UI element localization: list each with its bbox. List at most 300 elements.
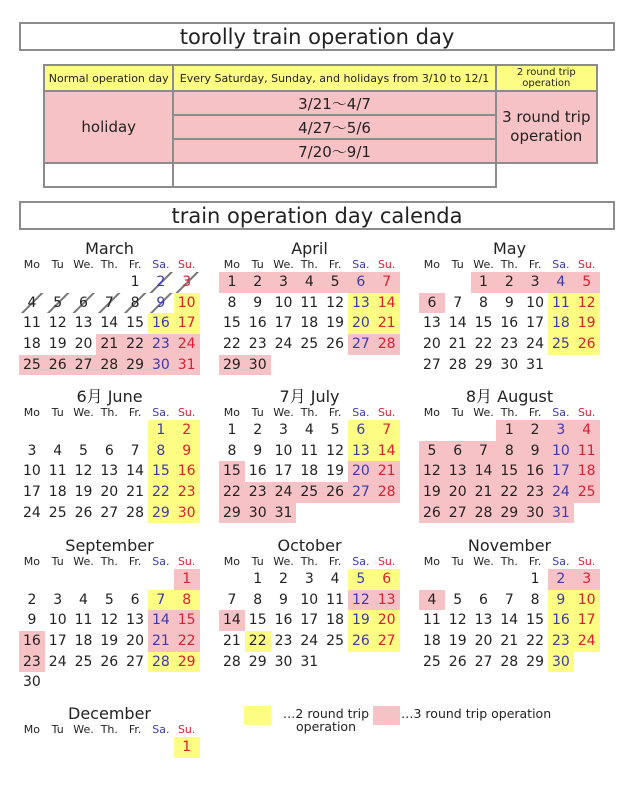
day-cell: 3 (548, 420, 574, 441)
day-cell: 1 (227, 422, 237, 438)
day-cell: 27 (348, 482, 374, 503)
day-cell: 14 (500, 612, 519, 629)
empty-day (419, 420, 445, 441)
day-cell: 15 (526, 612, 544, 629)
day-cell: 7 (227, 591, 237, 608)
empty-day (445, 420, 471, 441)
day-cell: 25 (300, 336, 319, 353)
day-cell: 3 (574, 569, 600, 590)
day-cell: 12 (326, 294, 344, 311)
day-cell: 17 (22, 484, 41, 501)
day-cell: 30 (522, 503, 548, 524)
day-cell: 16 (148, 313, 174, 334)
empty-day (496, 569, 522, 590)
empty-day (122, 737, 148, 758)
day-cell: 17 (300, 612, 319, 629)
day-cell: 14 (374, 293, 400, 314)
weekday-label: Tu (51, 258, 64, 271)
empty-day (419, 272, 445, 293)
day-cell: 13 (126, 612, 144, 629)
day-cell: 13 (445, 461, 471, 482)
day-cell: 20 (474, 633, 493, 650)
empty-day (445, 569, 471, 590)
week-row (219, 420, 400, 441)
weekday-label: Su. (177, 723, 196, 736)
empty-day (71, 569, 97, 590)
day-cell: 15 (126, 315, 144, 332)
day-cell: 18 (326, 612, 344, 629)
day-cell: 18 (48, 484, 67, 501)
day-cell: 3 (304, 571, 314, 587)
week-row (19, 590, 200, 611)
day-cell: 8 (530, 591, 540, 608)
day-cell: 21 (148, 631, 174, 652)
day-cell: 18 (300, 463, 319, 480)
day-cell: 15 (248, 612, 267, 629)
day-cell: 16 (19, 631, 45, 652)
day-cell: 19 (48, 336, 67, 353)
day-cell: 26 (419, 503, 445, 524)
week-row (419, 610, 600, 631)
weekday-label: Mo (23, 555, 41, 568)
day-cell: 20 (374, 610, 400, 631)
day-cell: 1 (130, 274, 140, 290)
weekday-header (419, 405, 600, 420)
weekday-label: Tu (51, 555, 64, 568)
weekday-label: Fr. (128, 555, 142, 568)
month-title: November (467, 536, 552, 555)
day-cell: 25 (48, 504, 67, 521)
day-cell: 31 (526, 356, 544, 373)
empty-day (96, 569, 122, 590)
page-title: torolly train operation day (19, 22, 615, 51)
weekday-label: Sa. (552, 406, 570, 419)
day-cell: 9 (504, 294, 514, 311)
empty-day (374, 355, 400, 376)
day-cell: 16 (174, 461, 200, 482)
day-cell: 7 (453, 294, 463, 311)
day-cell: 26 (448, 653, 467, 670)
weekday-label: Mo (23, 406, 41, 419)
empty-day (19, 569, 45, 590)
day-cell: 25 (574, 482, 600, 503)
day-cell: 2 (522, 420, 548, 441)
weekday-label: Th. (500, 555, 518, 568)
day-cell: 13 (348, 441, 374, 462)
empty-day (71, 272, 97, 293)
empty-day (71, 672, 97, 693)
day-cell: 16 (274, 612, 293, 629)
day-cell: 27 (348, 334, 374, 355)
day-cell: 12 (348, 590, 374, 611)
day-cell: 27 (474, 653, 493, 670)
normal-day-desc: Every Saturday, Sunday, and holidays from 3/10 to 12/1 (173, 65, 495, 91)
month-block (219, 240, 400, 375)
month-block (19, 240, 200, 375)
weekday-header (419, 257, 600, 272)
day-cell: 5 (330, 422, 340, 438)
day-cell: 13 (474, 612, 493, 629)
empty-day (174, 672, 200, 693)
day-cell: 14 (448, 315, 467, 332)
weekday-label: We. (73, 406, 94, 419)
empty-day (348, 355, 374, 376)
day-cell: 25 (548, 334, 574, 355)
day-cell: 9 (27, 612, 37, 629)
day-cell: 25 (19, 355, 45, 376)
weekday-label: Fr. (128, 723, 142, 736)
day-cell: 10 (300, 591, 319, 608)
day-cell: 12 (74, 463, 93, 480)
weekday-label: Su. (577, 258, 596, 271)
day-cell: 16 (248, 463, 267, 480)
day-cell: 19 (74, 484, 93, 501)
day-cell: 29 (496, 503, 522, 524)
day-cell: 20 (422, 336, 441, 353)
weekday-header (219, 405, 400, 420)
day-cell: 3 (522, 272, 548, 293)
week-row (19, 420, 200, 441)
day-cell: 23 (274, 633, 293, 650)
day-cell: 15 (219, 461, 245, 482)
week-row (19, 737, 200, 758)
day-cell: 17 (574, 610, 600, 631)
week-row (219, 461, 400, 482)
day-cell: 21 (500, 633, 519, 650)
day-cell: 26 (348, 631, 374, 652)
day-cell: 5 (45, 293, 71, 314)
week-row (19, 441, 200, 462)
day-cell: 28 (374, 334, 400, 355)
week-row (19, 293, 200, 314)
weekday-label: Tu (251, 406, 264, 419)
day-cell: 11 (574, 441, 600, 462)
day-cell: 8 (479, 294, 488, 311)
day-cell: 16 (522, 461, 548, 482)
day-cell: 22 (174, 631, 200, 652)
empty-day (122, 420, 148, 441)
weekday-label: Fr. (528, 258, 542, 271)
month-block (219, 537, 400, 672)
day-cell: 5 (79, 442, 88, 459)
weekday-label: Sa. (152, 555, 170, 568)
weekday-header (219, 554, 400, 569)
day-cell: 13 (100, 463, 119, 480)
weekday-label: Fr. (528, 555, 542, 568)
weekday-label: Tu (451, 555, 464, 568)
weekday-label: We. (473, 406, 494, 419)
day-cell: 23 (245, 482, 271, 503)
weekday-label: Fr. (328, 258, 342, 271)
day-cell: 20 (126, 633, 144, 650)
month-title: December (68, 704, 151, 723)
weekday-label: Sa. (352, 555, 370, 568)
day-cell: 9 (253, 294, 263, 311)
weekday-label: We. (273, 555, 294, 568)
day-cell: 10 (48, 612, 67, 629)
empty-day (148, 672, 174, 693)
empty-day (148, 737, 174, 758)
day-cell: 6 (445, 441, 471, 462)
day-cell: 19 (419, 482, 445, 503)
month-block (19, 537, 200, 693)
month-title: September (65, 536, 154, 555)
day-cell: 24 (48, 653, 67, 670)
empty-day (71, 737, 97, 758)
week-row (419, 482, 600, 503)
day-cell: 2 (279, 571, 288, 587)
holiday-label: holiday (44, 91, 173, 163)
weekday-label: Th. (100, 555, 118, 568)
day-cell: 11 (48, 463, 67, 480)
day-cell: 1 (174, 737, 200, 758)
day-cell: 20 (100, 484, 119, 501)
weekday-label: Mo (423, 406, 441, 419)
day-cell: 21 (222, 633, 241, 650)
weekday-label: Tu (251, 258, 264, 271)
week-row (219, 569, 400, 590)
day-cell: 22 (122, 334, 148, 355)
day-cell: 29 (122, 355, 148, 376)
weekday-label: Mo (223, 555, 241, 568)
weekday-label: Fr. (328, 406, 342, 419)
weekday-label: Sa. (152, 258, 170, 271)
holiday-ops: 3 round trip operation (496, 91, 597, 163)
day-cell: 23 (522, 482, 548, 503)
weekday-label: Mo (223, 406, 241, 419)
day-cell: 4 (330, 571, 340, 587)
month-block (419, 537, 600, 672)
week-row (219, 631, 400, 652)
day-cell: 12 (448, 612, 467, 629)
day-cell: 18 (74, 633, 93, 650)
day-cell: 25 (326, 633, 344, 650)
weekday-label: We. (73, 723, 94, 736)
empty-day (374, 503, 400, 524)
empty-cell (44, 163, 173, 187)
empty-day (45, 272, 71, 293)
day-cell: 28 (96, 355, 122, 376)
day-cell: 11 (548, 293, 574, 314)
day-cell: 6 (71, 293, 97, 314)
weekday-label: Su. (377, 555, 396, 568)
day-cell: 11 (74, 612, 93, 629)
day-cell: 19 (100, 633, 119, 650)
day-cell: 3 (279, 422, 288, 438)
month-title: 8月 August (465, 387, 554, 406)
weekday-label: Sa. (152, 723, 170, 736)
day-cell: 3 (27, 442, 37, 459)
weekday-label: Mo (423, 555, 441, 568)
day-cell: 11 (300, 442, 319, 459)
week-row (419, 355, 600, 376)
day-cell: 22 (245, 631, 271, 652)
weekday-label: We. (273, 406, 294, 419)
day-cell: 22 (219, 482, 245, 503)
day-cell: 16 (500, 315, 519, 332)
week-row (19, 610, 200, 631)
week-row (419, 293, 600, 314)
weekday-label: Su. (377, 406, 396, 419)
day-cell: 29 (526, 653, 544, 670)
operation-table (43, 64, 598, 188)
weekday-label: Sa. (352, 258, 370, 271)
week-row (419, 652, 600, 673)
empty-day (96, 420, 122, 441)
day-cell: 18 (22, 336, 41, 353)
day-cell: 26 (100, 653, 119, 670)
empty-day (574, 503, 600, 524)
empty-day (219, 569, 245, 590)
day-cell: 20 (445, 482, 471, 503)
day-cell: 19 (348, 610, 374, 631)
weekday-label: Tu (51, 723, 64, 736)
day-cell: 23 (500, 336, 519, 353)
day-cell: 26 (326, 336, 344, 353)
week-row (219, 313, 400, 334)
holiday-period-3: 7/20～9/1 (173, 139, 495, 163)
weekday-label: Sa. (152, 406, 170, 419)
weekday-label: Su. (177, 555, 196, 568)
day-cell: 4 (53, 442, 63, 459)
day-cell: 9 (148, 293, 174, 314)
weekday-label: Th. (300, 555, 318, 568)
day-cell: 1 (496, 420, 522, 441)
day-cell: 20 (348, 313, 374, 334)
weekday-label: Th. (100, 723, 118, 736)
day-cell: 19 (326, 315, 344, 332)
day-cell: 12 (48, 315, 67, 332)
day-cell: 27 (71, 355, 97, 376)
day-cell: 5 (348, 569, 374, 590)
day-cell: 24 (548, 482, 574, 503)
day-cell: 31 (174, 355, 200, 376)
weekday-label: We. (73, 555, 94, 568)
weekday-label: Su. (577, 406, 596, 419)
weekday-label: Fr. (328, 555, 342, 568)
day-cell: 8 (496, 441, 522, 462)
empty-day (19, 737, 45, 758)
month-title: May (492, 239, 527, 258)
day-cell: 10 (274, 294, 293, 311)
day-cell: 20 (348, 461, 374, 482)
month-block (19, 388, 200, 523)
day-cell: 17 (274, 463, 293, 480)
day-cell: 28 (126, 504, 144, 521)
month-title: March (85, 239, 134, 258)
week-row (19, 272, 200, 293)
week-row (419, 334, 600, 355)
day-cell: 7 (148, 590, 174, 611)
day-cell: 17 (48, 633, 67, 650)
empty-day (96, 672, 122, 693)
weekday-label: Fr. (128, 258, 142, 271)
empty-day (471, 420, 497, 441)
day-cell: 23 (548, 631, 574, 652)
day-cell: 9 (253, 442, 263, 459)
calendar-title: train operation day calenda (19, 201, 615, 230)
day-cell: 13 (422, 315, 441, 332)
day-cell: 22 (474, 336, 493, 353)
day-cell: 5 (453, 591, 463, 608)
day-cell: 27 (100, 504, 119, 521)
day-cell: 23 (174, 482, 200, 503)
day-cell: 14 (219, 610, 245, 631)
day-cell: 19 (448, 633, 467, 650)
day-cell: 2 (245, 272, 271, 293)
week-row (219, 441, 400, 462)
day-cell: 8 (122, 293, 148, 314)
day-cell: 10 (274, 442, 293, 459)
day-cell: 11 (326, 591, 344, 608)
day-cell: 29 (148, 503, 174, 524)
week-row (219, 355, 400, 376)
day-cell: 24 (22, 504, 41, 521)
week-row (419, 420, 600, 441)
day-cell: 7 (374, 272, 400, 293)
weekday-label: Th. (500, 406, 518, 419)
week-row (19, 461, 200, 482)
day-cell: 17 (526, 315, 544, 332)
day-cell: 31 (271, 503, 297, 524)
weekday-label: Th. (500, 258, 518, 271)
weekday-label: Fr. (128, 406, 142, 419)
week-row (419, 313, 600, 334)
day-cell: 10 (526, 294, 544, 311)
week-row (19, 631, 200, 652)
normal-day-label: Normal operation day (44, 65, 173, 91)
day-cell: 30 (148, 355, 174, 376)
empty-day (471, 569, 497, 590)
day-cell: 4 (79, 591, 88, 608)
day-cell: 28 (448, 356, 467, 373)
day-cell: 28 (374, 482, 400, 503)
day-cell: 28 (148, 652, 174, 673)
weekday-label: Su. (177, 258, 196, 271)
week-row (219, 293, 400, 314)
weekday-label: Th. (100, 258, 118, 271)
empty-day (71, 420, 97, 441)
day-cell: 1 (219, 272, 245, 293)
day-cell: 30 (245, 503, 271, 524)
day-cell: 5 (574, 272, 600, 293)
week-row (19, 334, 200, 355)
day-cell: 21 (471, 482, 497, 503)
month-title: April (291, 239, 328, 258)
day-cell: 8 (227, 442, 237, 459)
normal-day-ops: 2 round trip operation (496, 65, 597, 91)
day-cell: 26 (574, 334, 600, 355)
day-cell: 11 (300, 294, 319, 311)
day-cell: 1 (253, 571, 263, 587)
day-cell: 2 (148, 272, 174, 293)
day-cell: 21 (126, 484, 144, 501)
day-cell: 10 (574, 590, 600, 611)
day-cell: 6 (104, 442, 114, 459)
legend-swatch-2trip (244, 706, 271, 725)
day-cell: 30 (245, 355, 271, 376)
weekday-label: Th. (300, 406, 318, 419)
weekday-label: Tu (451, 258, 464, 271)
day-cell: 7 (96, 293, 122, 314)
day-cell: 17 (274, 315, 293, 332)
empty-day (574, 355, 600, 376)
day-cell: 17 (548, 461, 574, 482)
day-cell: 18 (574, 461, 600, 482)
day-cell: 11 (422, 612, 441, 629)
day-cell: 6 (348, 420, 374, 441)
day-cell: 19 (326, 463, 344, 480)
